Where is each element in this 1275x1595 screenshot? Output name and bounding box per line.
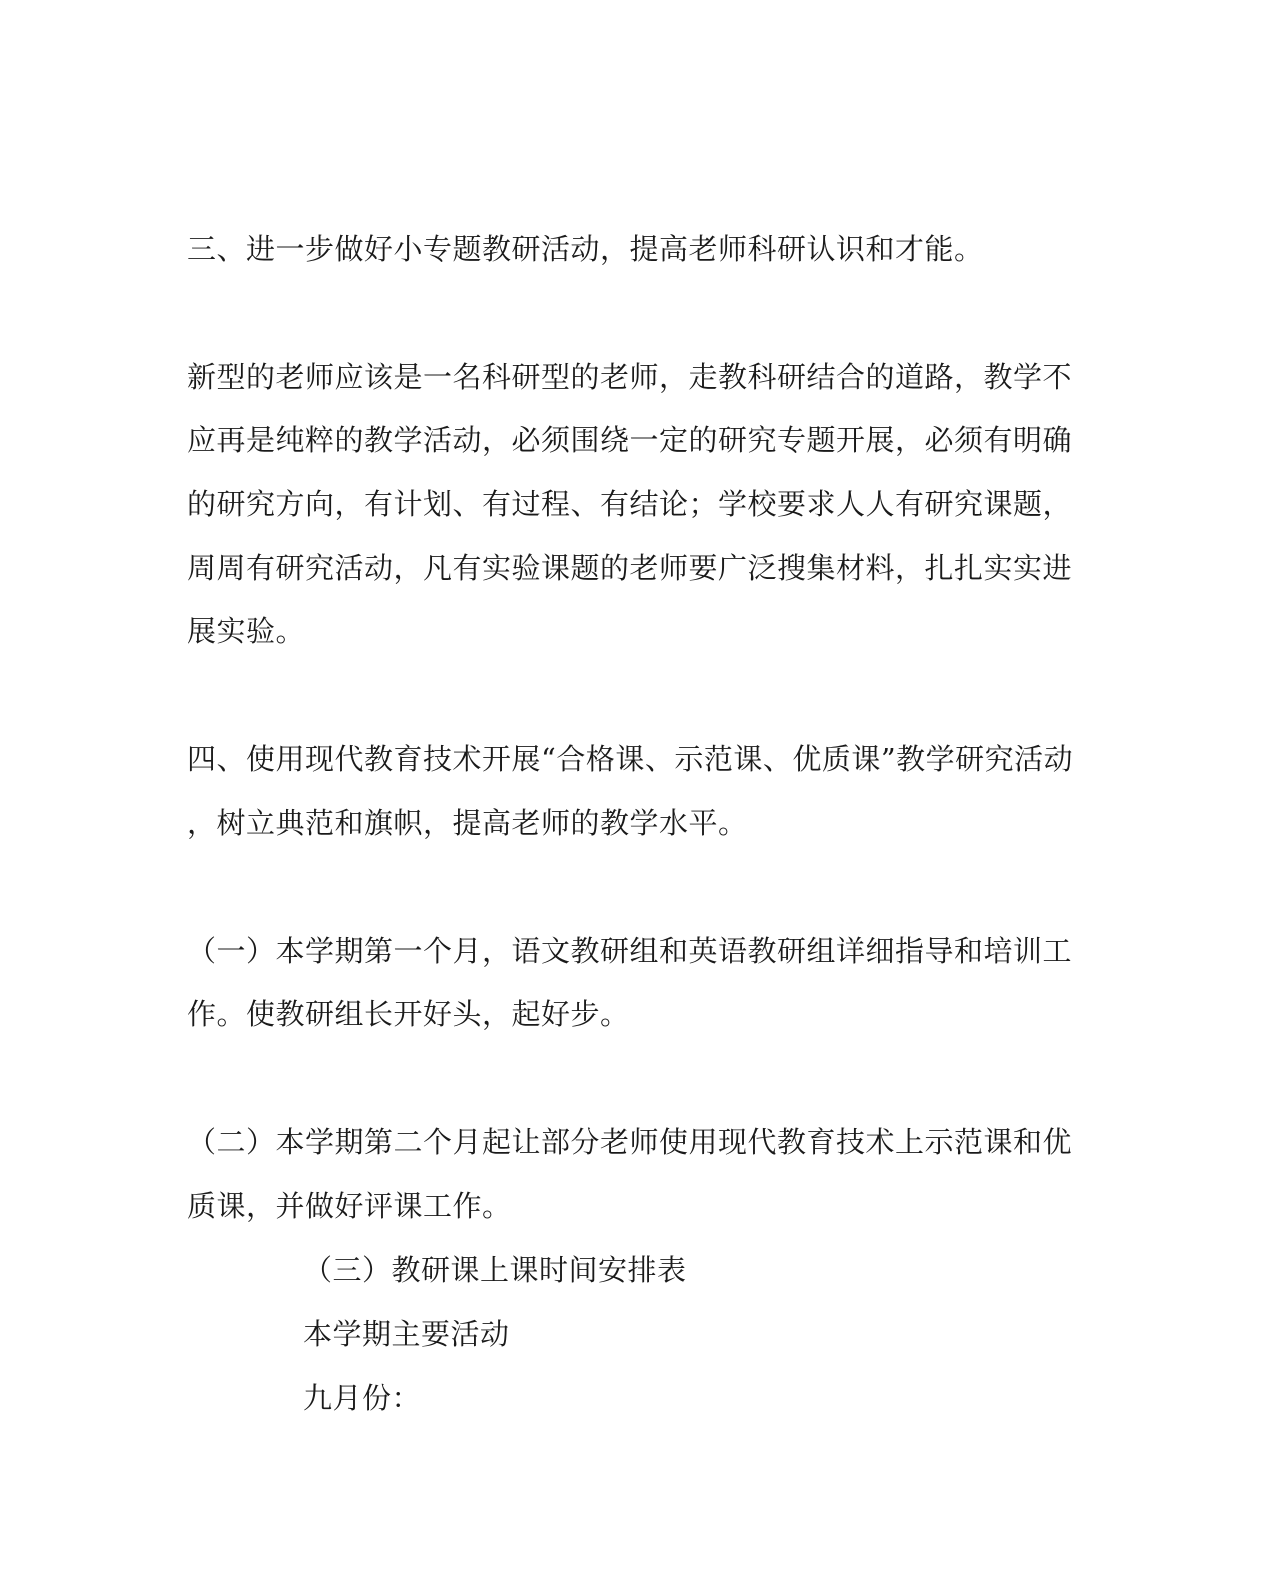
item1-line-1: （一）本学期第一个月，语文教研组和英语教研组详细指导和培训工 <box>187 934 1073 968</box>
item3-schedule-heading: （三）教研课上课时间安排表 <box>303 1253 687 1287</box>
section3-body-line-3: 的研究方向，有计划、有过程、有结论；学校要求人人有研究课题， <box>187 487 1073 521</box>
section4-heading-line-1: 四、使用现代教育技术开展“合格课、示范课、优质课”教学研究活动 <box>187 742 1074 776</box>
item2-line-2: 质课，并做好评课工作。 <box>187 1189 512 1223</box>
section3-body-line-2: 应再是纯粹的教学活动，必须围绕一定的研究专题开展，必须有明确 <box>187 423 1073 457</box>
september-label: 九月份： <box>303 1381 422 1415</box>
section3-body-line-5: 展实验。 <box>187 614 306 648</box>
item1-line-2: 作。使教研组长开好头，起好步。 <box>187 997 630 1031</box>
section4-heading-line-2: ，树立典范和旗帜，提高老师的教学水平。 <box>187 806 748 840</box>
section3-heading: 三、进一步做好小专题教研活动，提高老师科研认识和才能。 <box>187 232 984 266</box>
item2-line-1: （二）本学期第二个月起让部分老师使用现代教育技术上示范课和优 <box>187 1125 1073 1159</box>
section3-body-line-4: 周周有研究活动，凡有实验课题的老师要广泛搜集材料，扎扎实实进 <box>187 551 1073 585</box>
main-activities-label: 本学期主要活动 <box>303 1317 510 1351</box>
section3-body-line-1: 新型的老师应该是一名科研型的老师，走教科研结合的道路，教学不 <box>187 360 1073 394</box>
